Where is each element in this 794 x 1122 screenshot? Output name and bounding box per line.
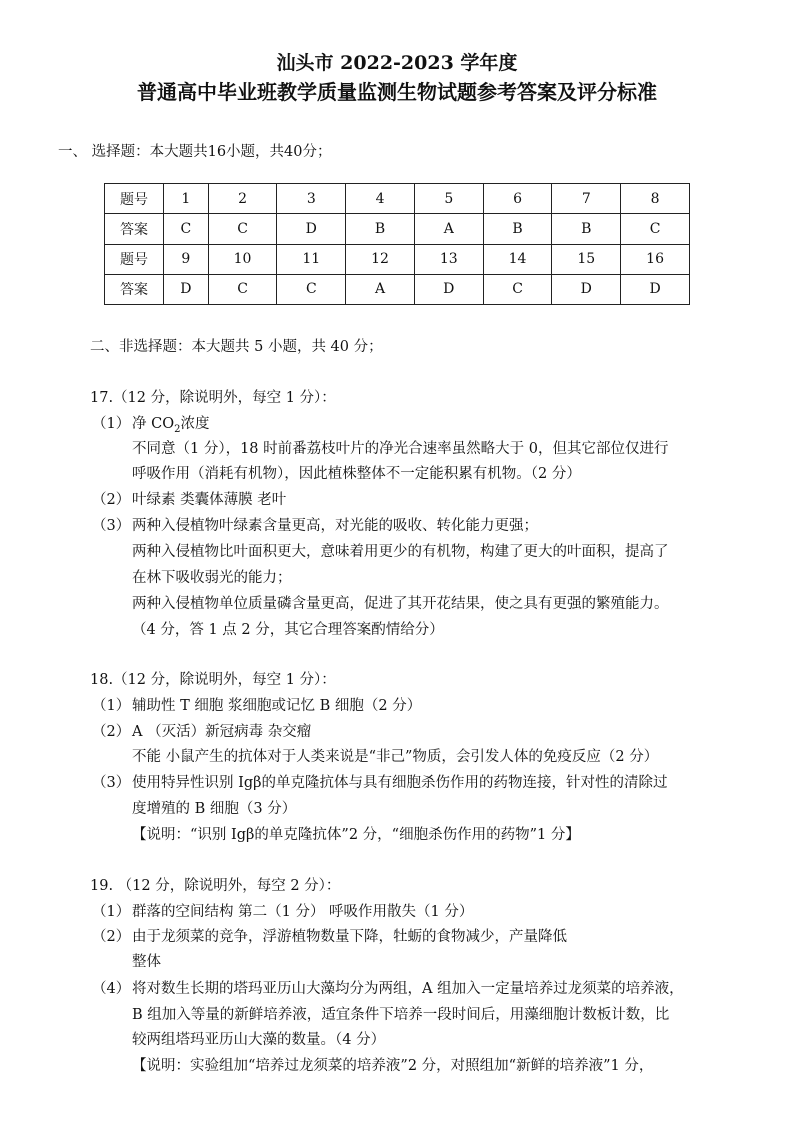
answer-text: 使用特异性识别 Igβ的单克隆抗体与具有细胞杀伤作用的药物连接，针对性的清除过: [132, 775, 668, 791]
q18-answer-2: [92, 720, 311, 741]
scoring-note: （4 分，答 1 点 2 分，其它合理答案酌情给分）: [132, 622, 444, 638]
answer-line: 不能 小鼠产生的抗体对于人类来说是“非己”物质，会引发人体的免疫反应（2 分）: [132, 749, 659, 765]
answer-text: 将对数生长期的塔玛亚历山大藻均分为两组，A 组加入一定量培养过龙须菜的培养液，: [132, 981, 684, 997]
answer-line: 在林下吸收弱光的能力；: [132, 570, 292, 586]
answer-text: 辅助性 T 细胞 浆细胞或记忆 B 细胞（2 分）: [132, 698, 422, 714]
answer-table: [104, 183, 690, 305]
answer-text: 浓度: [180, 416, 210, 432]
answer-line: 较两组塔玛亚历山大藻的数量。（4 分）: [132, 1032, 386, 1048]
q19-answer-2: [92, 925, 567, 946]
table-cell: 1: [164, 184, 209, 214]
subscript: 2: [174, 423, 181, 435]
scoring-note: 【说明：“识别 Igβ的单克隆抗体”2 分，“细胞杀伤作用的药物”1 分】: [132, 827, 580, 843]
section-one-heading: 一、 选择题：本大题共16小题，共40分；: [58, 144, 332, 160]
table-cell: D: [164, 274, 209, 304]
table-cell: 8: [621, 184, 690, 214]
item-number: （1）: [92, 698, 131, 714]
item-number: （3）: [92, 775, 131, 791]
q17-heading: 17.（12 分，除说明外，每空 1 分）：: [90, 390, 336, 406]
table-cell: A: [346, 274, 415, 304]
table-cell: 14: [483, 244, 552, 274]
item-number: （2）: [92, 492, 131, 508]
document-title: 汕头市 2022-2023 学年度: [276, 52, 518, 74]
table-cell: D: [277, 214, 346, 244]
answer-text: 由于龙须菜的竞争，浮游植物数量下降，牡蛎的食物减少，产量降低: [132, 929, 567, 945]
answer-line: 呼吸作用（消耗有机物），因此植株整体不一定能积累有机物。（2 分）: [132, 466, 581, 482]
answer-text: 群落的空间结构 第二（1 分） 呼吸作用散失（1 分）: [132, 904, 474, 920]
q19-answer-4: [92, 977, 684, 998]
table-cell: C: [164, 214, 209, 244]
item-number: （3）: [92, 518, 131, 534]
item-number: （1）: [92, 416, 131, 432]
answer-line: 不同意（1 分），18 时前番荔枝叶片的净光合速率虽然略大于 0，但其它部位仅进行: [132, 441, 669, 457]
table-cell: 答案: [105, 214, 164, 244]
table-cell: C: [621, 214, 690, 244]
table-cell: 13: [414, 244, 483, 274]
table-cell: 2: [208, 184, 277, 214]
table-cell: 6: [483, 184, 552, 214]
table-cell: 4: [346, 184, 415, 214]
table-cell: D: [621, 274, 690, 304]
q17-answer-3: [92, 514, 538, 535]
table-cell: B: [483, 214, 552, 244]
table-cell: 11: [277, 244, 346, 274]
table-cell: 题号: [105, 244, 164, 274]
table-cell: B: [552, 214, 621, 244]
q19-answer-1: [92, 900, 473, 921]
table-cell: A: [414, 214, 483, 244]
table-row: [105, 274, 690, 304]
document-subtitle: 普通高中毕业班教学质量监测生物试题参考答案及评分标准: [137, 80, 657, 104]
table-row: [105, 184, 690, 214]
answer-line: 两种入侵植物比叶面积更大，意味着用更少的有机物，构建了更大的叶面积，提高了: [132, 544, 669, 560]
scoring-note: 【说明：实验组加“培养过龙须菜的培养液”2 分，对照组加“新鲜的培养液”1 分，: [132, 1058, 654, 1074]
table-cell: 10: [208, 244, 277, 274]
table-cell: 3: [277, 184, 346, 214]
table-row: [105, 214, 690, 244]
table-cell: C: [208, 214, 277, 244]
table-cell: 16: [621, 244, 690, 274]
answer-text: A （灭活）新冠病毒 杂交瘤: [132, 724, 312, 740]
table-cell: 答案: [105, 274, 164, 304]
item-number: （4）: [92, 981, 131, 997]
q17-answer-2: [92, 488, 286, 509]
table-cell: 5: [414, 184, 483, 214]
table-cell: 7: [552, 184, 621, 214]
item-number: （1）: [92, 904, 131, 920]
item-number: （2）: [92, 929, 131, 945]
table-cell: C: [208, 274, 277, 304]
table-row: [105, 244, 690, 274]
q18-answer-1: [92, 694, 421, 715]
answer-text: 净 CO: [132, 416, 175, 432]
table-cell: 15: [552, 244, 621, 274]
answer-line: 两种入侵植物单位质量磷含量更高，促进了其开花结果，使之具有更强的繁殖能力。: [132, 596, 669, 612]
table-cell: C: [277, 274, 346, 304]
table-cell: 题号: [105, 184, 164, 214]
table-cell: D: [552, 274, 621, 304]
q18-answer-3: [92, 771, 668, 792]
answer-text: 两种入侵植物叶绿素含量更高，对光能的吸收、转化能力更强；: [132, 518, 538, 534]
q17-answer-1: [92, 412, 209, 435]
item-number: （2）: [92, 724, 131, 740]
answer-line: 度增殖的 B 细胞（3 分）: [132, 801, 297, 817]
answer-line: 整体: [132, 954, 161, 970]
q19-heading: 19. （12 分，除说明外，每空 2 分）：: [90, 878, 341, 894]
table-cell: 9: [164, 244, 209, 274]
table-cell: 12: [346, 244, 415, 274]
answer-text: 叶绿素 类囊体薄膜 老叶: [132, 492, 287, 508]
table-cell: B: [346, 214, 415, 244]
answer-line: B 组加入等量的新鲜培养液，适宜条件下培养一段时间后，用藻细胞计数板计数，比: [132, 1007, 670, 1023]
q18-heading: 18.（12 分，除说明外，每空 1 分）：: [90, 672, 336, 688]
table-cell: C: [483, 274, 552, 304]
section-two-heading: 二、非选择题：本大题共 5 小题，共 40 分；: [90, 339, 383, 355]
table-cell: D: [414, 274, 483, 304]
